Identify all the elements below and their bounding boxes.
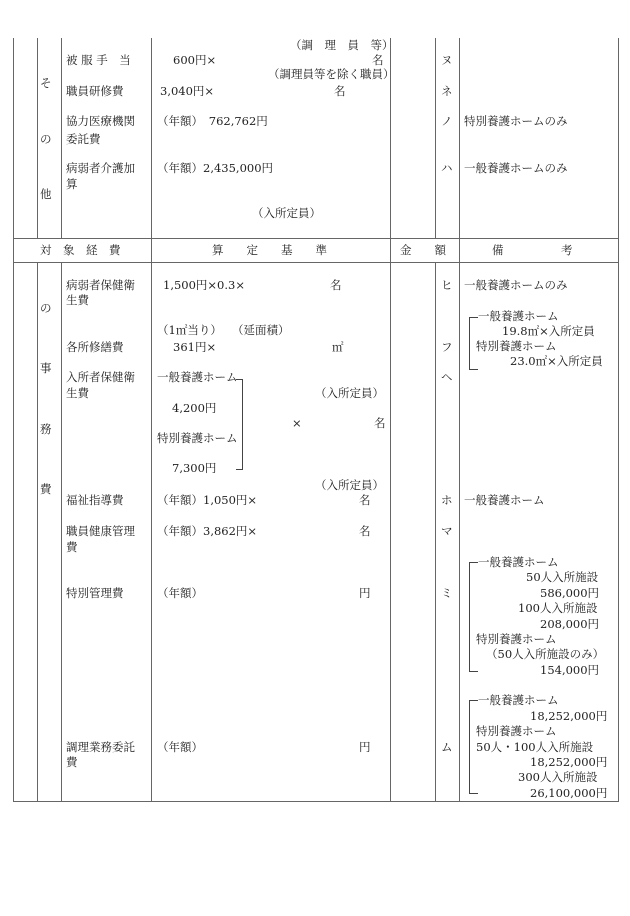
item-name: 算 <box>66 177 78 191</box>
note: 一般養護ホーム <box>478 555 559 569</box>
basis: 4,200円 <box>172 401 217 415</box>
basis: 7,300円 <box>172 461 217 475</box>
item-name: 職員研修費 <box>66 84 124 98</box>
item-name: 費 <box>66 755 78 769</box>
item-name: 生費 <box>66 386 89 400</box>
column-divider <box>459 38 460 801</box>
row-divider <box>13 262 619 263</box>
item-name: 委託費 <box>66 132 101 146</box>
item-name: 各所修繕費 <box>66 340 124 354</box>
note: 一般養護ホーム <box>478 309 559 323</box>
amount-code: ホ <box>441 493 453 507</box>
column-divider <box>151 38 152 801</box>
note: 208,000円 <box>540 617 600 631</box>
table-border-right <box>618 38 619 801</box>
note: 18,252,000円 <box>530 709 608 723</box>
note: 50人・100人入所施設 <box>476 740 594 754</box>
unit: 名 <box>359 493 371 507</box>
unit: 名 <box>334 84 346 98</box>
item-name: 生費 <box>66 293 89 307</box>
column-divider <box>390 38 391 801</box>
header-basis: 算 定 基 準 <box>212 243 327 257</box>
note: 586,000円 <box>540 586 600 600</box>
basis: （年額）3,862円× <box>157 524 258 538</box>
basis: 一般養護ホーム <box>157 370 238 384</box>
column-divider <box>37 262 38 801</box>
header-item: 対 象 経 費 <box>40 243 121 257</box>
table-border-bottom <box>13 801 619 802</box>
unit: 名 <box>372 53 384 67</box>
basis-annotation: （入所定員） <box>315 478 384 492</box>
item-name: 職員健康管理 <box>66 524 135 538</box>
basis: （年額）1,050円× <box>157 493 258 507</box>
unit: 名 <box>374 416 386 430</box>
table-border-left <box>13 38 14 801</box>
side-label: 費 <box>40 482 52 496</box>
note: 154,000円 <box>540 663 600 677</box>
item-name: 福祉指導費 <box>66 493 124 507</box>
note: 特別養護ホーム <box>476 724 557 738</box>
note: 特別養護ホーム <box>476 339 557 353</box>
amount-code: ネ <box>441 84 453 98</box>
basis-annotation: （1㎡当り） <box>157 323 222 337</box>
amount-code: フ <box>441 340 453 354</box>
basis-annotation: （調 理 員 等） <box>290 38 394 52</box>
column-divider <box>435 262 436 801</box>
amount-code: ヒ <box>441 278 453 292</box>
side-label: 他 <box>40 187 52 201</box>
column-divider <box>61 38 62 238</box>
item-name: 費 <box>66 540 78 554</box>
basis: 600円× <box>173 53 217 67</box>
item-name: 病弱者保健衛 <box>66 278 135 292</box>
amount-code: ヌ <box>441 53 453 67</box>
times-sign: × <box>292 416 302 430</box>
note: 特別養護ホーム <box>476 632 557 646</box>
unit: 名 <box>330 278 342 292</box>
column-divider <box>61 262 62 801</box>
basis: （年額） <box>157 740 203 754</box>
item-name: 特別管理費 <box>66 586 124 600</box>
row-divider <box>13 238 619 239</box>
note: 300人入所施設 <box>518 770 598 784</box>
basis-annotation: （延面積） <box>232 323 290 337</box>
basis: （年額） 762,762円 <box>157 114 268 128</box>
item-name: 病弱者介護加 <box>66 161 135 175</box>
note: 23.0㎡×入所定員 <box>510 354 603 368</box>
note: 18,252,000円 <box>530 755 608 769</box>
basis: 361円× <box>173 340 217 354</box>
note: 50人入所施設 <box>526 570 599 584</box>
note: 26,100,000円 <box>530 786 608 800</box>
note: 19.8㎡×入所定員 <box>502 324 595 338</box>
side-label: 務 <box>40 422 52 436</box>
basis-annotation: （調理員等を除く職員） <box>268 67 395 81</box>
unit: 名 <box>359 524 371 538</box>
note-bracket <box>469 562 478 672</box>
amount-code: ノ <box>441 114 453 128</box>
note: 一般養護ホームのみ <box>464 278 568 292</box>
amount-code: ヘ <box>441 370 453 384</box>
basis-annotation: （入所定員） <box>252 206 321 220</box>
basis: （年額） <box>157 586 203 600</box>
note: （50人入所施設のみ） <box>486 647 605 661</box>
basis-bracket <box>236 379 243 470</box>
note: 一般養護ホーム <box>464 493 545 507</box>
basis: （年額）2,435,000円 <box>157 161 274 175</box>
note: 100人入所施設 <box>518 601 598 615</box>
basis: 特別養護ホーム <box>157 431 238 445</box>
unit: 円 <box>359 586 371 600</box>
header-note: 備 考 <box>492 243 573 257</box>
amount-code: ミ <box>441 586 453 600</box>
note: 特別養護ホームのみ <box>464 114 568 128</box>
side-label: そ <box>40 76 52 90</box>
item-name: 入所者保健衛 <box>66 370 135 384</box>
column-divider <box>435 38 436 238</box>
column-divider <box>37 38 38 238</box>
amount-code: マ <box>441 524 453 538</box>
item-name: 調理業務委託 <box>66 740 135 754</box>
unit: 円 <box>359 740 371 754</box>
note: 一般養護ホーム <box>478 693 559 707</box>
basis: 3,040円× <box>160 84 215 98</box>
unit: ㎡ <box>332 340 344 354</box>
note: 一般養護ホームのみ <box>464 161 568 175</box>
side-label: 事 <box>40 361 52 375</box>
side-label: の <box>40 301 52 315</box>
basis: 1,500円×0.3× <box>163 278 245 292</box>
header-amount: 金 額 <box>400 243 446 257</box>
item-name: 被 服 手 当 <box>66 53 131 67</box>
side-label: の <box>40 132 52 146</box>
basis-annotation: （入所定員） <box>315 386 384 400</box>
amount-code: ム <box>441 740 453 754</box>
item-name: 協力医療機関 <box>66 114 135 128</box>
amount-code: ハ <box>441 161 453 175</box>
